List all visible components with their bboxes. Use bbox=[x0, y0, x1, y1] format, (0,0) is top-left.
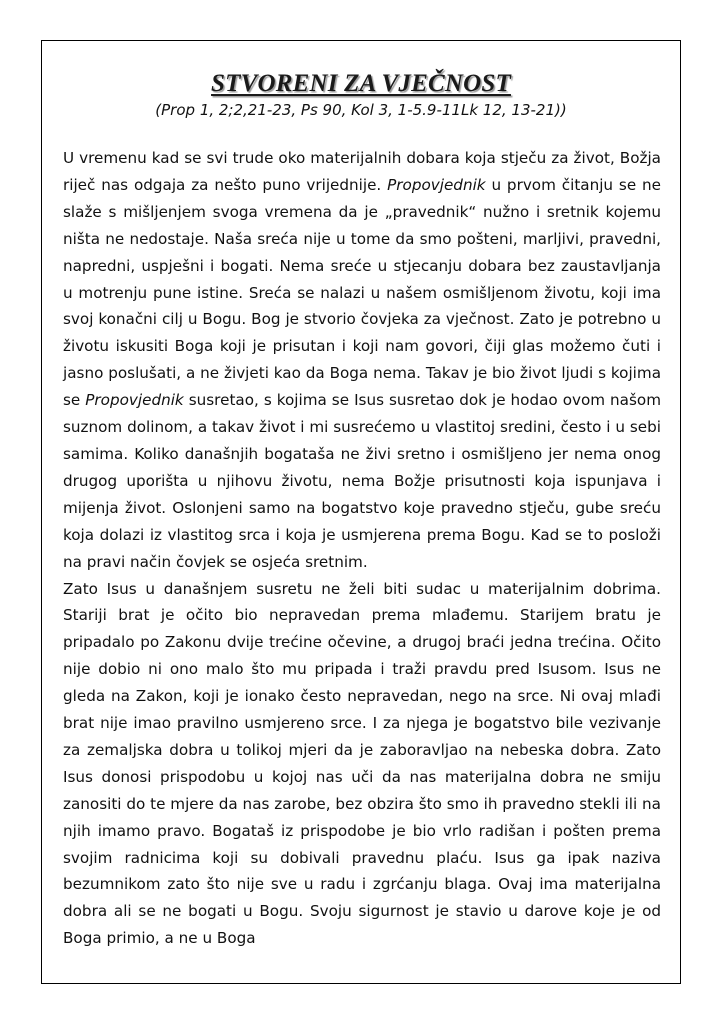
page-frame bbox=[41, 40, 681, 984]
paragraph-1-text-1: U vremenu kad se svi trude oko materijalnih dobara koja stječu za život, Božja riječ nas odgaja za nešto puno vrijednije. bbox=[63, 149, 661, 194]
paragraph-2: Zato Isus u današnjem susretu ne želi biti sudac u materijalnim dobrima. Stariji brat je očito bio nepravedan prema mlađemu. Starijem bratu je pripadalo po Zakonu dvije trećine očevine, a drugoj braći jedna trećina. Očito nije dobio ni ono malo što mu pripada i traži pravdu pred Isusom. Isus ne gleda na Zakon, koji je ionako često nepravedan, nego na srce. Ni ovaj mlađi brat nije imao pravilno usmjereno srce. I za njega je bogatstvo bile vezivanje za zemaljska dobra u tolikoj mjeri da je zaboravljao na nebeska dobra. Zato Isus donosi prispodobu u kojoj nas uči da nas materijalna dobra ne smiju zanositi do te mjere da nas zarobe, bez obzira što smo ih pravedno stekli ili na njih imamo pravo. Bogataš iz prispodobe je bio vrlo radišan i pošten prema svojim radnicima koji su dobivali pravednu plaću. Isus ga ipak naziva bezumnikom zato što nije sve u radu i zgrćanju blaga. Ovaj ima materijalna dobra ali se ne bogati u Bogu. Svoju sigurnost je stavio u darove koje je od Boga primio, a ne u Boga bbox=[63, 579, 661, 948]
paragraph-1-text-2: u prvom čitanju se ne slaže s mišljenjem svoga vremena da je „pravednik“ nužno i sretnik kojemu ništa ne nedostaje. Naša sreća nije u tome da smo pošteni, marljivi, pravedni, napredni, uspješni i bogati. Nema sreće u stjecanju dobara bez zaustavljanja u motrenju pune istine. Sreća se nalazi u našem osmišljenom životu, koji ima svoj konačni cilj u Bogu. Bog je stvorio čovjeka za vječnost. Zato je potrebno u životu iskusiti Boga koji je prisutan i koji nam govori, čiji glas možemo čuti i jasno poslušati, a ne živjeti kao da Boga nema. Takav je bio život ljudi s kojima se bbox=[63, 175, 661, 410]
article-body bbox=[63, 145, 661, 952]
page-title: STVORENI ZA VJEČNOST bbox=[211, 70, 511, 97]
paragraph-1-emphasis-2: Propovjednik bbox=[85, 391, 184, 410]
scripture-references: (Prop 1, 2;2,21-23, Ps 90, Kol 3, 1-5.9-11Lk 12, 13-21)) bbox=[155, 101, 567, 119]
paragraph-1-emphasis-1: Propovjednik bbox=[387, 175, 486, 194]
paragraph-1 bbox=[63, 145, 661, 576]
paragraph-1-text-3: susretao, s kojima se Isus susretao dok je hodao ovom našom suznom dolinom, a takav život i mi susrećemo u vlastitoj sredini, često i u sebi samima. Koliko današnjih bogataša ne živi sretno i osmišljeno jer nema onog drugog uporišta u njihovu životu, nema Božje prisutnosti koja ispunjava i mijenja život. Oslonjeni samo na bogatstvo koje pravedno stječu, gube sreću koja dolazi iz vlastitog srca i koja je usmjerena prema Bogu. Kad se to posloži na pravi način čovjek se osjeća sretnim. bbox=[63, 391, 661, 571]
